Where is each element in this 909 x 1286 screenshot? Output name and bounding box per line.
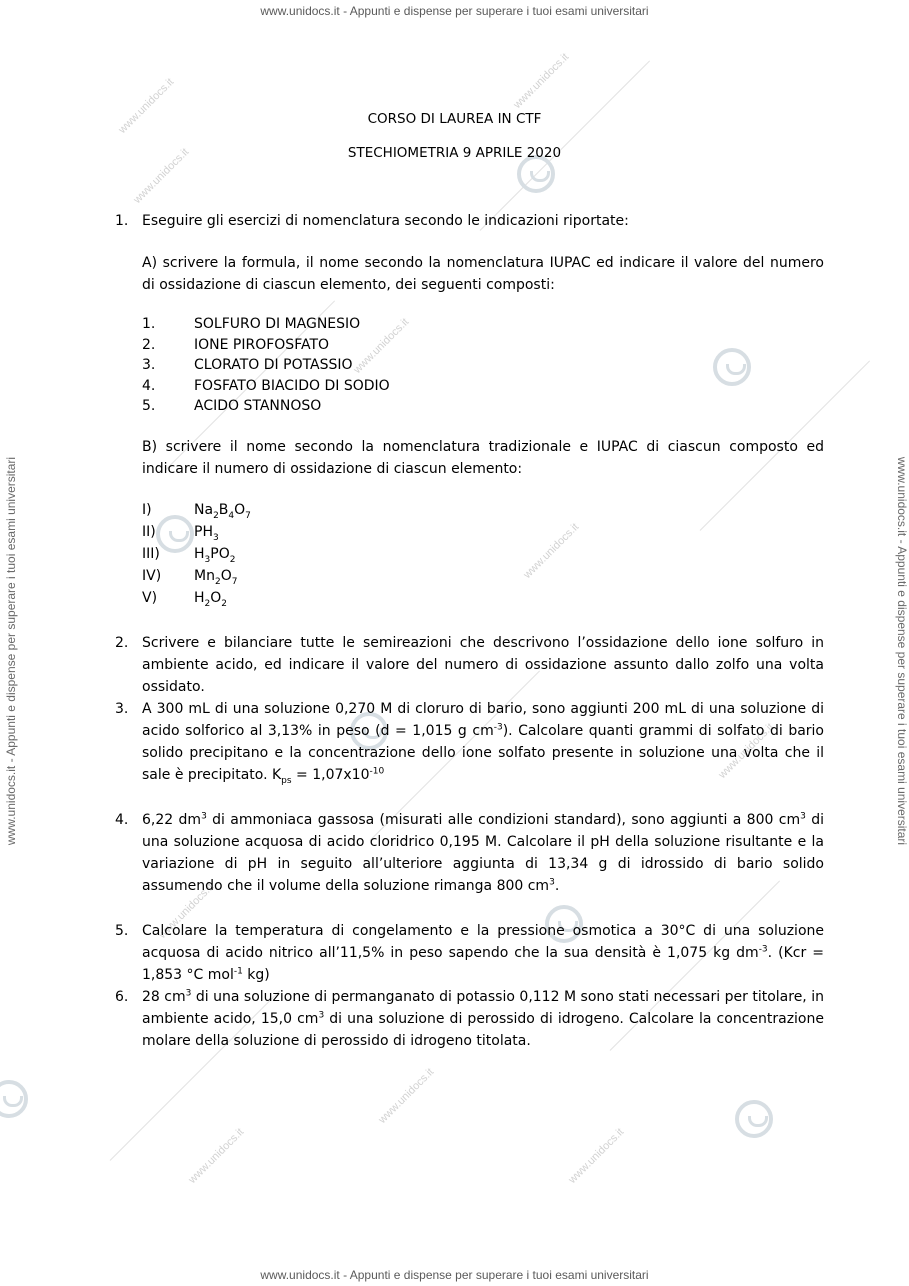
watermark-diagonal: www.unidocs.it <box>566 1126 627 1186</box>
watermark-diagonal: www.unidocs.it <box>131 146 192 206</box>
watermark-diagonal: www.unidocs.it <box>156 881 217 941</box>
formula: $H_3PO_2$ <box>194 546 236 565</box>
exercise-number: 3. <box>115 701 129 717</box>
exercise-number: 5. <box>115 923 129 939</box>
exercise-6 <box>115 986 824 1052</box>
list-item: III) $H_3PO_2$ <box>142 543 542 565</box>
watermark-diagonal: www.unidocs.it <box>116 76 177 136</box>
list-item: IV) $Mn_2O_7$ <box>142 565 542 587</box>
list-item: 3. CLORATO DI POTASSIO <box>142 357 353 374</box>
watermark-diagonal: www.unidocs.it <box>716 721 777 781</box>
list-item: I) $Na_2B_4O_7$ <box>142 499 542 521</box>
exercise-number: 6. <box>115 989 129 1005</box>
unidocs-logo-icon <box>0 1080 28 1118</box>
compound-list <box>142 314 542 417</box>
list-item: 1. SOLFURO DI MAGNESIO <box>142 316 361 332</box>
watermark-diagonal: www.unidocs.it <box>511 51 572 111</box>
list-item: II) $PH_3$ <box>142 521 542 543</box>
exercise-number: 1. <box>115 213 129 229</box>
exercise-3 <box>115 698 824 786</box>
exercise-text: 28 $cm^3$ di una soluzione di permanganato di potassio 0,112 M sono stati necessari per titolare, in ambiente acido, 15,0 $cm^3$ di una soluzione di perossido di idrogeno. Calcolare la concentrazione molare della soluzione di perossido di idrogeno titolata. <box>142 988 824 1049</box>
formula: $PH_3$ <box>194 524 219 543</box>
formula: $Mn_2O_7$ <box>194 568 238 587</box>
exam-title: STECHIOMETRIA 9 APRILE 2020 <box>347 145 562 161</box>
watermark-diagonal: www.unidocs.it <box>186 1126 247 1186</box>
exercise-text: Scrivere e bilanciare tutte le semireazioni che descrivono l’ossidazione dello ione solfuro in ambiente acido, ed indicare il valore del numero di ossidazione assunto dallo zolfo una volta ossidato. <box>142 635 824 695</box>
formula: $H_2O_2$ <box>194 590 228 609</box>
exercise-text: A 300 mL di una soluzione 0,270 M di cloruro di bario, sono aggiunti 200 mL di una soluzione di acido solforico al 3,13% in peso (d = 1,015 g $cm^{-3}$). Calcolare quanti grammi di solfato di bario solido precipitano e la concentrazione dello ione solfato presente in soluzione una volta che il sale è precipitato. $K_{ps} = 1,07x10^{-10}$ <box>142 701 824 786</box>
watermark-left: www.unidocs.it - Appunti e dispense per superare i tuoi esami universitari <box>4 456 18 846</box>
exercise-1-part-a: A) scrivere la formula, il nome secondo la nomenclatura IUPAC ed indicare il valore del numero di ossidazione di ciascun elemento, dei seguenti composti: <box>142 255 824 293</box>
unidocs-logo-icon <box>735 1100 773 1138</box>
exercise-4 <box>115 809 824 897</box>
exercise-1 <box>115 210 824 232</box>
course-title: CORSO DI LAUREA IN CTF <box>367 111 542 127</box>
watermark-diagonal: www.unidocs.it <box>376 1066 437 1126</box>
exercise-5 <box>115 920 824 986</box>
exercise-text: 6,22 $dm^3$ di ammoniaca gassosa (misurati alle condizioni standard), sono aggiunti a 800 $cm^3$ di una soluzione acquosa di acido cloridrico 0,195 M. Calcolare il pH della soluzione risultante e la variazione di pH in seguito all’ulteriore aggiunta di 13,34 g di idrossido di bario solido assumendo che il volume della soluzione rimanga 800 $cm^3$. <box>142 811 824 894</box>
exercise-text: Eseguire gli esercizi di nomenclatura secondo le indicazioni riportate: <box>142 213 629 229</box>
formula-list <box>142 499 542 609</box>
list-item: 4. FOSFATO BIACIDO DI SODIO <box>142 377 390 394</box>
watermark-diagonal: www.unidocs.it <box>521 521 582 581</box>
list-item: V) $H_2O_2$ <box>142 587 542 609</box>
watermark-bottom: www.unidocs.it - Appunti e dispense per superare i tuoi esami universitari <box>260 1268 649 1282</box>
exercise-number: 4. <box>115 812 129 828</box>
formula: $Na_2B_4O_7$ <box>194 502 251 521</box>
watermark-diagonal: www.unidocs.it <box>351 316 412 376</box>
list-item: 5. ACIDO STANNOSO <box>142 398 322 415</box>
watermark-right: www.unidocs.it - Appunti e dispense per superare i tuoi esami universitari <box>895 456 909 846</box>
exercise-2 <box>115 632 824 698</box>
exercise-1-part-b: B) scrivere il nome secondo la nomenclatura tradizionale e IUPAC di ciascun composto ed indicare il numero di ossidazione di ciascun elemento: <box>142 439 824 477</box>
unidocs-logo-icon <box>713 348 751 386</box>
exercise-number: 2. <box>115 635 129 651</box>
list-item: 2. IONE PIROFOSFATO <box>142 336 330 353</box>
watermark-top: www.unidocs.it - Appunti e dispense per superare i tuoi esami universitari <box>260 4 649 18</box>
exercise-text: Calcolare la temperatura di congelamento e la pressione osmotica a 30°C di una soluzione acquosa di acido nitrico all’11,5% in peso sapendo che la sua densità è 1,075 kg $dm^{-3}$. (Kcr = 1,853 °C mol$^{-1}$ kg) <box>142 923 824 983</box>
